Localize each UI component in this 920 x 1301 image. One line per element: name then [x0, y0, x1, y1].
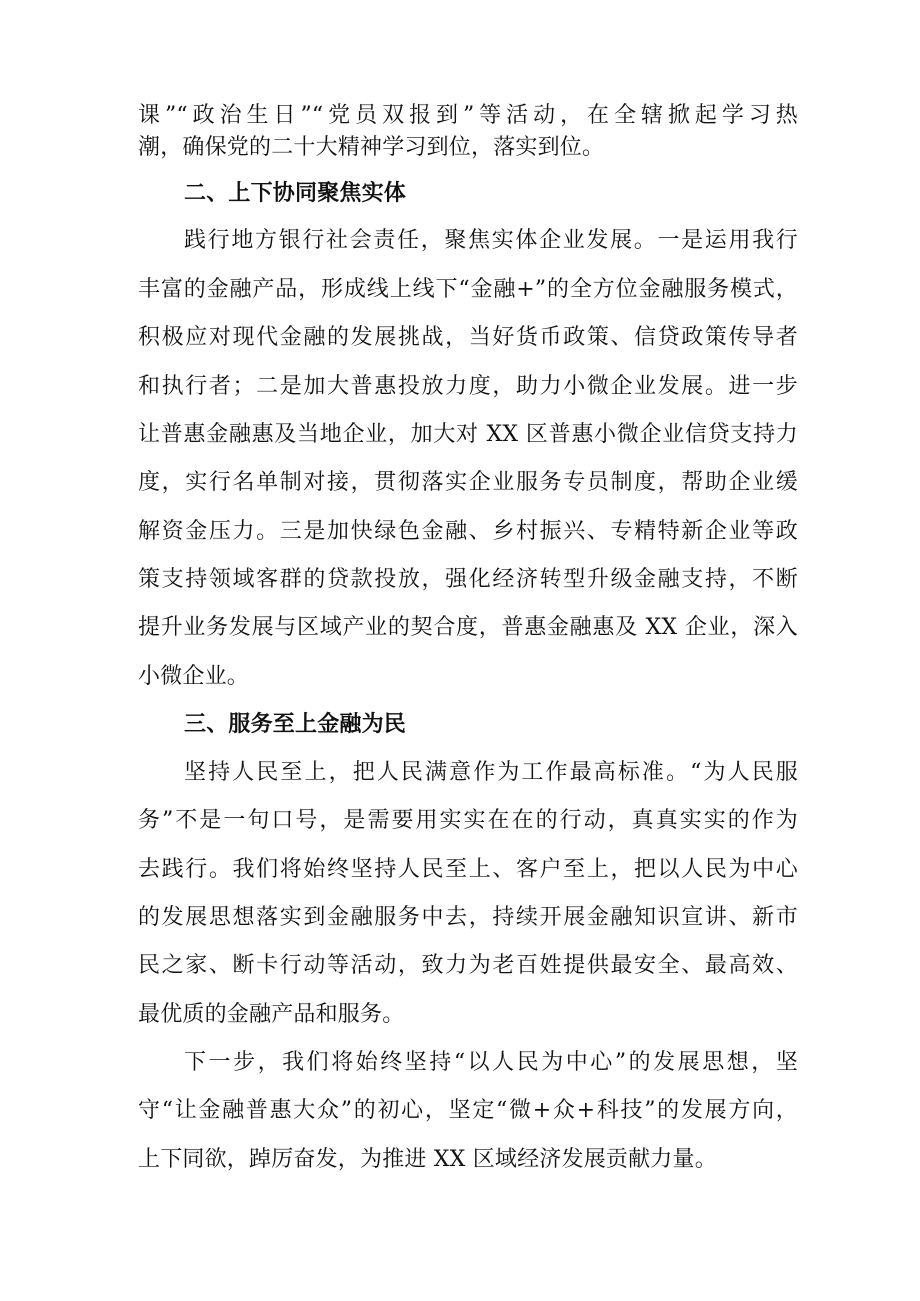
paragraph-line: 最优质的金融产品和服务。 — [138, 1002, 405, 1027]
paragraph-line: 小微企业。 — [138, 664, 250, 689]
paragraph-line: 积极应对现代金融的发展挑战，当好货币政策、信贷政策传导者 — [138, 325, 798, 350]
paragraph-line: 守“让金融普惠大众”的初心，坚定“微+众+科技”的发展方向， — [138, 1098, 798, 1123]
paragraph-line: 课”“政治生日”“党员双报到”等活动，在全辖掀起学习热 — [138, 103, 798, 128]
paragraph-line: 践行地方银行社会责任，聚焦实体企业发展。一是运用我行 — [184, 228, 798, 253]
paragraph-line: 解资金压力。三是加快绿色金融、乡村振兴、专精特新企业等政 — [138, 519, 798, 544]
paragraph-line: 度，实行名单制对接，贯彻落实企业服务专员制度，帮助企业缓 — [138, 470, 798, 495]
paragraph-line: 策支持领域客群的贷款投放，强化经济转型升级金融支持，不断 — [138, 567, 798, 592]
paragraph-line: 下一步，我们将始终坚持“以人民为中心”的发展思想，坚 — [184, 1050, 798, 1075]
paragraph-line: 坚持人民至上，把人民满意作为工作最高标准。“为人民服 — [184, 760, 798, 785]
paragraph-line: 民之家、断卡行动等活动，致力为老百姓提供最安全、最高效、 — [138, 953, 798, 978]
paragraph-line: 潮，确保党的二十大精神学习到位，落实到位。 — [138, 135, 605, 160]
paragraph-line: 去践行。我们将始终坚持人民至上、客户至上，把以人民为中心 — [138, 857, 798, 882]
paragraph-line: 让普惠金融惠及当地企业，加大对 XX 区普惠小微企业信贷支持力 — [138, 422, 798, 447]
paragraph-line: 丰富的金融产品，形成线上线下“金融+”的全方位金融服务模式， — [138, 277, 798, 302]
paragraph-line: 上下同欲，踔厉奋发，为推进 XX 区域经济发展贡献力量。 — [138, 1147, 717, 1172]
paragraph-line: 的发展思想落实到金融服务中去，持续开展金融知识宣讲、新市 — [138, 905, 798, 930]
paragraph-line: 务”不是一句口号，是需要用实实在在的行动，真真实实的作为 — [138, 808, 798, 833]
section-heading: 二、上下协同聚焦实体 — [184, 180, 407, 206]
paragraph-line: 和执行者；二是加大普惠投放力度，助力小微企业发展。进一步 — [138, 374, 798, 399]
paragraph-line: 提升业务发展与区域产业的契合度，普惠金融惠及 XX 企业，深入 — [138, 615, 798, 640]
section-heading: 三、服务至上金融为民 — [184, 711, 407, 737]
